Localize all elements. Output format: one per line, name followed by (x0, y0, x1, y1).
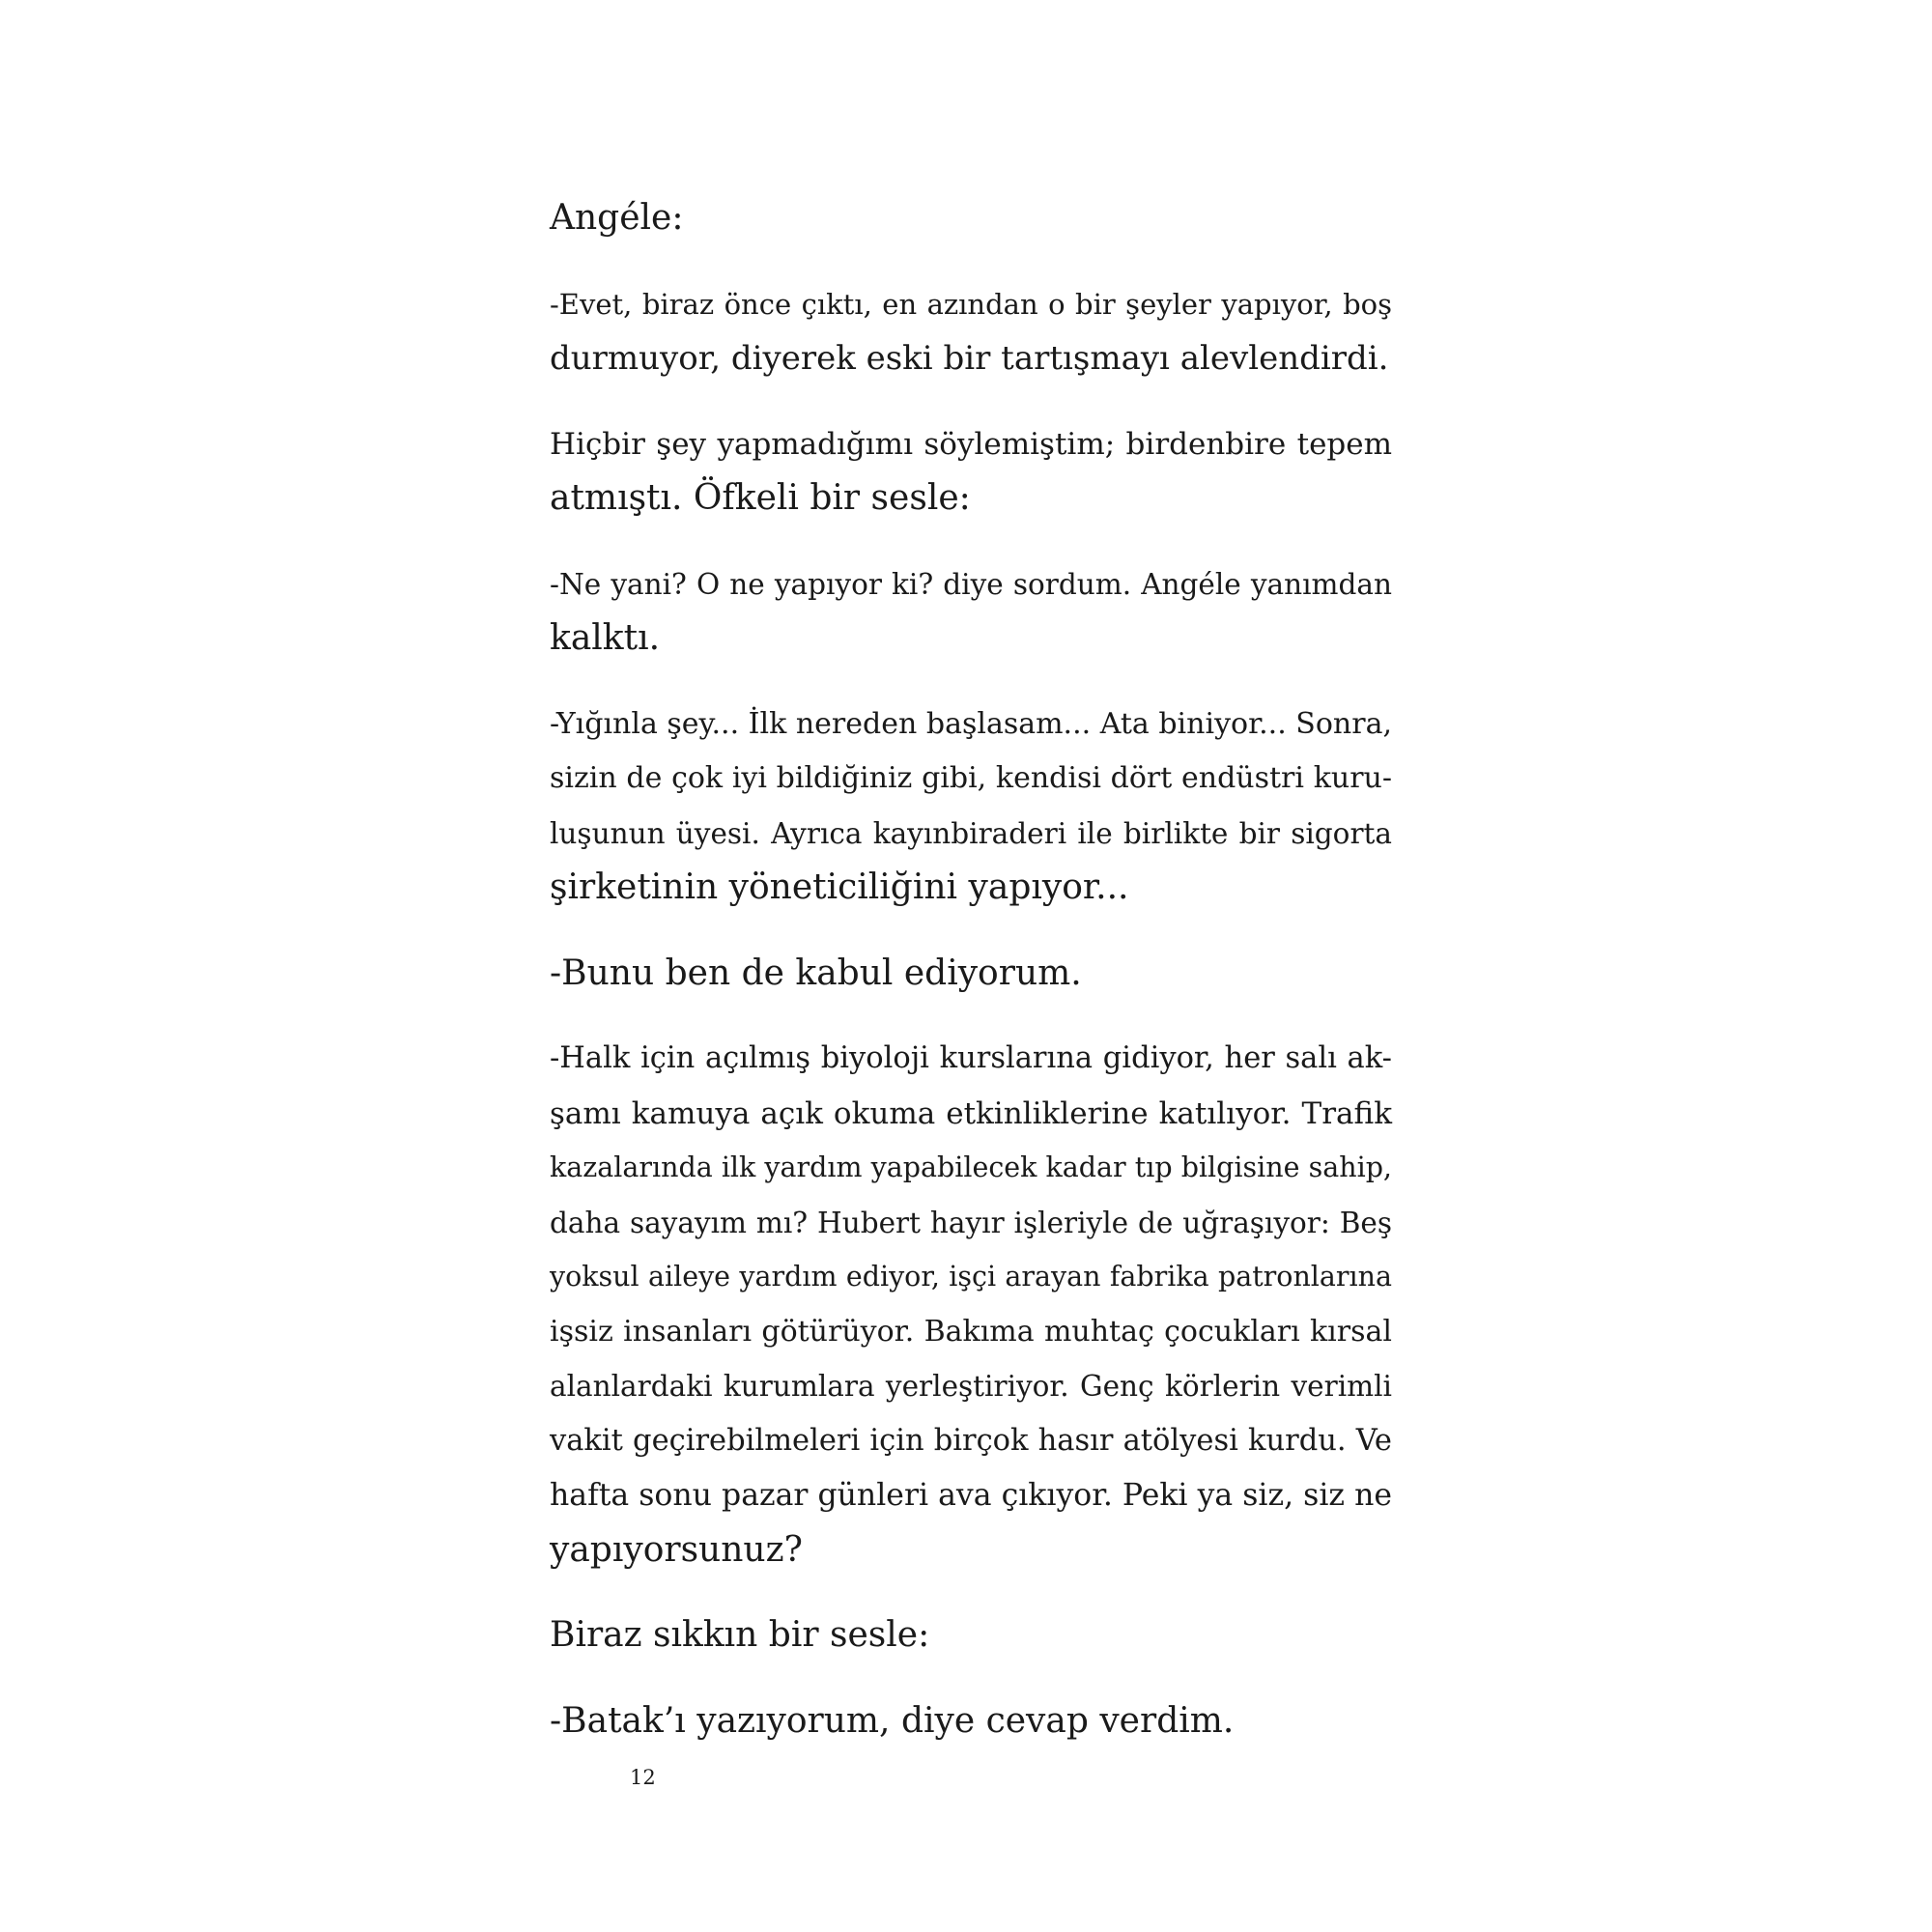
text-line: şamı kamuya açık okuma etkinliklerine katılıyor. Trafik (550, 1095, 1392, 1131)
paragraph (550, 1608, 1392, 1663)
text-line: -Ne yani? O ne yapıyor ki? diye sordum. Angéle yanımdan (550, 567, 1392, 601)
text-line: şirketinin yöneticiliğini yapıyor... (550, 867, 1129, 907)
text-line: -Evet, biraz önce çıktı, en azından o bir şeyler yapıyor, boş (550, 287, 1392, 321)
text-line: durmuyor, diyerek eski bir tartışmayı alevlendirdi. (550, 339, 1389, 378)
text-line: yapıyorsunuz? (550, 1529, 803, 1570)
text-line: vakit geçirebilmeleri için birçok hasır atölyesi kurdu. Ve (550, 1423, 1392, 1458)
text-line: -Bunu ben de kabul ediyorum. (550, 952, 1082, 993)
text-line: -Yığınla şey... İlk nereden başlasam... Ata biniyor... Sonra, (550, 706, 1392, 741)
text-line: -Batak’ı yazıyorum, diye cevap verdim. (550, 1700, 1235, 1741)
text-line: alanlardaki kurumlara yerleştiriyor. Genç körlerin verimli (550, 1370, 1392, 1403)
paragraph (550, 277, 1392, 386)
paragraph (550, 1032, 1392, 1577)
paragraph (550, 191, 1392, 246)
text-line: daha sayayım mı? Hubert hayır işleriyle de uğraşıyor: Beş (550, 1206, 1392, 1239)
text-line: -Halk için açılmış biyoloji kurslarına gidiyor, her salı ak- (550, 1041, 1392, 1075)
text-line: luşunun üyesi. Ayrıca kayınbiraderi ile birlikte bir sigorta (550, 816, 1392, 850)
text-line: Hiçbir şey yapmadığımı söylemiştim; birdenbire tepem (550, 426, 1392, 462)
paragraph (550, 417, 1392, 526)
text-line: işsiz insanları götürüyor. Bakıma muhtaç çocukları kırsal (550, 1314, 1392, 1349)
text-line: atmıştı. Öfkeli bir sesle: (550, 478, 971, 518)
text-line: Angéle: (550, 198, 684, 238)
body-text (550, 191, 1392, 1748)
page-number: 12 (630, 1766, 656, 1789)
text-line: kalktı. (550, 618, 661, 658)
paragraph (550, 697, 1392, 916)
text-line: yoksul aileye yardım ediyor, işçi arayan fabrika patronlarına (550, 1261, 1392, 1293)
paragraph (550, 1694, 1392, 1749)
text-line: hafta sonu pazar günleri ava çıkıyor. Peki ya siz, siz ne (550, 1478, 1392, 1513)
paragraph (550, 947, 1392, 1002)
text-line: kazalarında ilk yardım yapabilecek kadar tıp bilgisine sahip, (550, 1151, 1392, 1183)
text-line: sizin de çok iyi bildiğiniz gibi, kendisi dört endüstri kuru- (550, 761, 1392, 795)
text-line: Biraz sıkkın bir sesle: (550, 1615, 930, 1655)
paragraph (550, 557, 1392, 667)
